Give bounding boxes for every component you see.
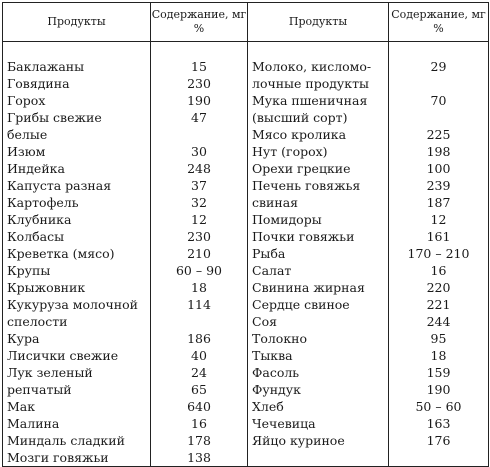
content-value-right: 95 [389,330,489,347]
table-row [3,126,489,143]
header-content-right: Содержание, мг % [389,3,489,42]
content-value-right: 225 [389,126,489,143]
content-value-right: 12 [389,211,489,228]
table-row [3,415,489,432]
content-value-right: 70 [389,92,489,109]
content-value-left: 18 [151,279,248,296]
content-value-left: 37 [151,177,248,194]
product-name-left: Кукуруза молочной [3,296,151,313]
table-row [3,143,489,160]
product-name-right: Молоко, кисломо- [248,58,389,75]
product-name-right: Фундук [248,381,389,398]
product-name-right: Печень говяжья [248,177,389,194]
product-name-left: Миндаль сладкий [3,432,151,449]
product-name-left: Лисички свежие [3,347,151,364]
content-value-left: 65 [151,381,248,398]
content-value-left: 40 [151,347,248,364]
table-header [3,3,489,42]
product-name-left: Крупы [3,262,151,279]
table-row [3,75,489,92]
content-value-right: 198 [389,143,489,160]
content-value-right: 161 [389,228,489,245]
product-name-right: Помидоры [248,211,389,228]
product-name-left: Клубника [3,211,151,228]
product-name-left: Грибы свежие [3,109,151,126]
content-value-left: 190 [151,92,248,109]
content-value-left: 15 [151,58,248,75]
table-row [3,432,489,449]
content-value-left: 178 [151,432,248,449]
product-name-right: лочные продукты [248,75,389,92]
product-name-left: Крыжовник [3,279,151,296]
product-name-right: Рыба [248,245,389,262]
content-value-left: 30 [151,143,248,160]
product-name-right: Мука пшеничная [248,92,389,109]
content-value-right: 170 – 210 [389,245,489,262]
content-value-right: 221 [389,296,489,313]
table-row [3,58,489,75]
product-name-right: Хлеб [248,398,389,415]
product-name-left: Горох [3,92,151,109]
table-row [3,330,489,347]
product-name-right [248,449,389,467]
product-name-left: Изюм [3,143,151,160]
content-value-left: 60 – 90 [151,262,248,279]
product-name-left: Малина [3,415,151,432]
content-value-left: 138 [151,449,248,467]
table-body [3,42,489,467]
table-row [3,109,489,126]
content-value-left: 32 [151,194,248,211]
product-name-right: Чечевица [248,415,389,432]
content-value-left [151,313,248,330]
header-content-left: Содержание, мг % [151,3,248,42]
product-name-right: Нут (горох) [248,143,389,160]
table-row [3,313,489,330]
content-value-right: 176 [389,432,489,449]
table-row [3,347,489,364]
content-value-right: 16 [389,262,489,279]
content-value-left [151,126,248,143]
content-value-right: 100 [389,160,489,177]
table-row [3,279,489,296]
content-value-left: 12 [151,211,248,228]
product-name-right: Соя [248,313,389,330]
product-name-right: Почки говяжьи [248,228,389,245]
content-value-right [389,75,489,92]
product-name-left: Лук зеленый [3,364,151,381]
product-name-left: Баклажаны [3,58,151,75]
product-name-left: белые [3,126,151,143]
content-value-left: 114 [151,296,248,313]
table-row [3,245,489,262]
table-row [3,296,489,313]
product-name-right: Мясо кролика [248,126,389,143]
content-value-right: 50 – 60 [389,398,489,415]
product-name-left: Индейка [3,160,151,177]
content-value-right: 159 [389,364,489,381]
content-value-right: 18 [389,347,489,364]
product-name-right: Фасоль [248,364,389,381]
product-name-left: Колбасы [3,228,151,245]
content-value-left: 640 [151,398,248,415]
content-value-left: 24 [151,364,248,381]
content-value-right [389,109,489,126]
product-name-right: свиная [248,194,389,211]
content-value-right: 163 [389,415,489,432]
table-row [3,262,489,279]
product-name-right: Сердце свиное [248,296,389,313]
table-row [3,160,489,177]
table-row [3,194,489,211]
table-row [3,364,489,381]
product-name-right: Яйцо куриное [248,432,389,449]
content-value-right: 220 [389,279,489,296]
product-name-left: Мак [3,398,151,415]
content-value-right: 29 [389,58,489,75]
content-value-left: 16 [151,415,248,432]
content-value-right: 239 [389,177,489,194]
product-name-left: репчатый [3,381,151,398]
product-name-right: Салат [248,262,389,279]
content-value-left: 230 [151,228,248,245]
product-name-left: Капуста разная [3,177,151,194]
product-name-left: спелости [3,313,151,330]
table-spacer-row [3,42,489,59]
product-name-right: Орехи грецкие [248,160,389,177]
product-name-left: Мозги говяжьи [3,449,151,467]
content-value-right: 244 [389,313,489,330]
header-product-right: Продукты [248,3,389,42]
product-name-right: Свинина жирная [248,279,389,296]
content-value-left: 230 [151,75,248,92]
table-row [3,398,489,415]
nutrient-content-table [2,2,489,467]
content-value-right [389,449,489,467]
content-value-left: 186 [151,330,248,347]
product-name-right: (высший сорт) [248,109,389,126]
product-name-left: Картофель [3,194,151,211]
content-value-right: 187 [389,194,489,211]
table-row [3,449,489,467]
table-row [3,211,489,228]
content-value-left: 210 [151,245,248,262]
product-name-right: Тыква [248,347,389,364]
table-row [3,177,489,194]
product-name-right: Толокно [248,330,389,347]
product-name-left: Креветка (мясо) [3,245,151,262]
table-row [3,381,489,398]
header-product-left: Продукты [3,3,151,42]
product-name-left: Кура [3,330,151,347]
table-row [3,228,489,245]
content-value-left: 47 [151,109,248,126]
table-row [3,92,489,109]
content-value-right: 190 [389,381,489,398]
content-value-left: 248 [151,160,248,177]
product-name-left: Говядина [3,75,151,92]
